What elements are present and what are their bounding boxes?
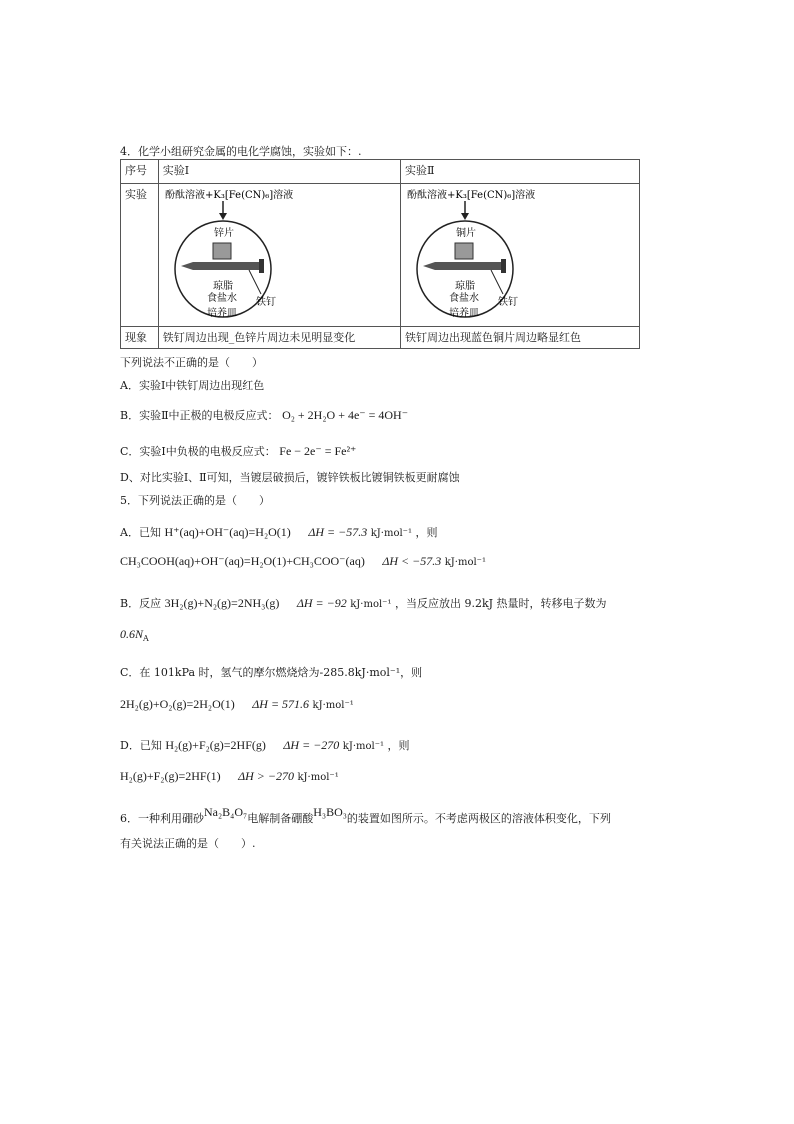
q5-option-d-prefix: D．已知 [120,739,162,752]
q5-option-a-unit2: kJ·mol⁻¹ [444,557,486,568]
q5-option-b-eq: 3H₂(g)+N₂(g)=2NH₃(g) [164,596,280,610]
exp2-phenomenon: 铁钉周边出现蓝色铜片周边略显红色 [401,327,640,349]
table-row-label-phenomenon: 现象 [121,327,159,349]
q5-option-a-dh2: ΔH < −57.3 [382,554,442,568]
q4-option-c-formula: Fe − 2e⁻ = Fe²⁺ [279,444,357,458]
q5-option-d-eq1: H₂(g)+F₂(g)=2HF(g) [165,738,266,752]
exp1-plate-label: 锌片 [213,228,234,239]
experiment-table [120,159,640,349]
q6-text-a: 6．一种利用硼砂 [120,812,204,825]
exp1-solution-label: 酚酞溶液+K₃[Fe(CN)₆]溶液 [164,190,293,201]
agar-label-1: 琼脂 [212,281,233,292]
q5-option-b-line2 [120,627,149,643]
exp1-phenomenon: 铁钉周边出现_色锌片周边未见明显变化 [158,327,400,349]
nail-body [181,262,261,270]
exp2-dish-label: 培养皿 [449,308,479,319]
nail-pointer-line [491,270,503,294]
q5-option-a-dh1: ΔH = −57.3 [308,525,368,539]
q4-option-c-prefix: C．实验Ⅰ中负极的电极反应式： [120,445,276,458]
agar-label-2: 食盐水 [206,293,237,304]
exp2-plate-label: 铜片 [456,228,476,239]
q5-option-b-dh: ΔH = −92 [296,596,347,610]
q5-option-b-tail: ，当反应放出 9.2kJ 热量时，转移电子数为 [394,597,607,610]
q5-option-a-then: ，则 [415,526,438,539]
table-header-exp1: 实验Ⅰ [158,160,400,184]
q5-option-d-line1 [120,737,410,753]
q5-option-c-line2 [120,697,354,712]
nail-body [423,262,503,270]
q5-option-c-unit: kJ·mol⁻¹ [312,700,354,711]
q6-line1 [120,805,611,826]
q4-option-b-prefix: B．实验Ⅱ中正极的电极反应式： [120,409,279,422]
q5-option-b-answer: 0.6N [120,627,144,641]
q5-option-b-prefix: B．反应 [120,597,162,610]
q4-option-c [120,443,356,459]
q5-option-b-unit: kJ·mol⁻¹ [350,599,392,610]
q4-option-d: D、对比实验Ⅰ、Ⅱ可知，当镀层破损后，镀锌铁板比镀铜铁板更耐腐蚀 [120,471,460,484]
q4-question: 下列说法不正确的是（ ） [120,356,263,369]
q5-option-d-then: ，则 [387,739,410,752]
q5-option-d-dh2: ΔH > −270 [238,769,294,783]
q5-option-b-line1 [120,595,607,611]
q6-line2: 有关说法正确的是（ ）. [120,837,256,850]
q5-option-a-line2 [120,554,486,569]
zinc-plate [213,243,231,259]
q4-stem: 4．化学小组研究金属的电化学腐蚀，实验如下：. [120,145,362,158]
q5-option-a-unit1: kJ·mol⁻¹ [370,528,412,539]
q4-option-a: A．实验Ⅰ中铁钉周边出现红色 [120,379,265,392]
q5-option-c-line1: C．在 101kPa 时，氢气的摩尔燃烧焓为-285.8kJ·mol⁻¹，则 [120,666,423,679]
q6-boric: H₃BO₃ [313,805,347,819]
q5-option-b-answer-sub: A [143,634,149,643]
q5-option-d-dh1: ΔH = −270 [283,738,340,752]
copper-plate [455,243,473,259]
q5-option-a-prefix: A．已知 [120,526,161,539]
nail-head [501,259,506,273]
arrow-head-icon [219,213,227,220]
q5-option-d-line2 [120,769,339,784]
exp2-solution-label: 酚酞溶液+K₃[Fe(CN)₆]溶液 [407,190,536,201]
q4-option-b-formula: O₂ + 2H₂O + 4e⁻ = 4OH⁻ [282,408,409,422]
arrow-head-icon [461,213,469,220]
exp1-diagram-cell [158,184,400,327]
q5-option-d-unit1: kJ·mol⁻¹ [342,741,385,752]
nail-pointer-line [249,270,261,294]
q6-text-c: 的装置如图所示。不考虑两极区的溶液体积变化，下列 [346,812,611,825]
nail-head [259,259,264,273]
q5-option-a-eq1: H⁺(aq)+OH⁻(aq)=H₂O(1) [164,525,291,539]
table-header-index: 序号 [121,160,159,184]
table-row-label-experiment: 实验 [121,184,159,327]
q5-stem: 5．下列说法正确的是（ ） [120,494,270,507]
q5-option-c-eq: 2H₂(g)+O₂(g)=2H₂O(1) [120,697,235,711]
q5-option-c-dh: ΔH = 571.6 [252,697,310,711]
exp1-diagram [163,186,393,321]
q5-option-d-unit2: kJ·mol⁻¹ [297,772,339,783]
agar-label-2: 食盐水 [449,293,479,304]
q5-option-d-eq2: H₂(g)+F₂(g)=2HF(1) [120,769,221,783]
agar-label-1: 琼脂 [455,281,475,292]
exp2-diagram [405,186,635,321]
q6-text-b: 电解制备硼酸 [247,812,314,825]
exp1-nail-label: 铁钉 [255,297,276,308]
exp2-diagram-cell [401,184,640,327]
q6-borax: Na₂B₄O₇ [204,805,248,819]
q5-option-a-line1 [120,524,437,540]
q5-option-a-eq2: CH₃COOH(aq)+OH⁻(aq)=H₂O(1)+CH₃COO⁻(aq) [120,554,365,568]
exp1-dish-label: 培养皿 [206,308,237,319]
table-header-exp2: 实验Ⅱ [401,160,640,184]
q4-option-b [120,407,408,423]
exp2-nail-label: 铁钉 [498,297,518,308]
